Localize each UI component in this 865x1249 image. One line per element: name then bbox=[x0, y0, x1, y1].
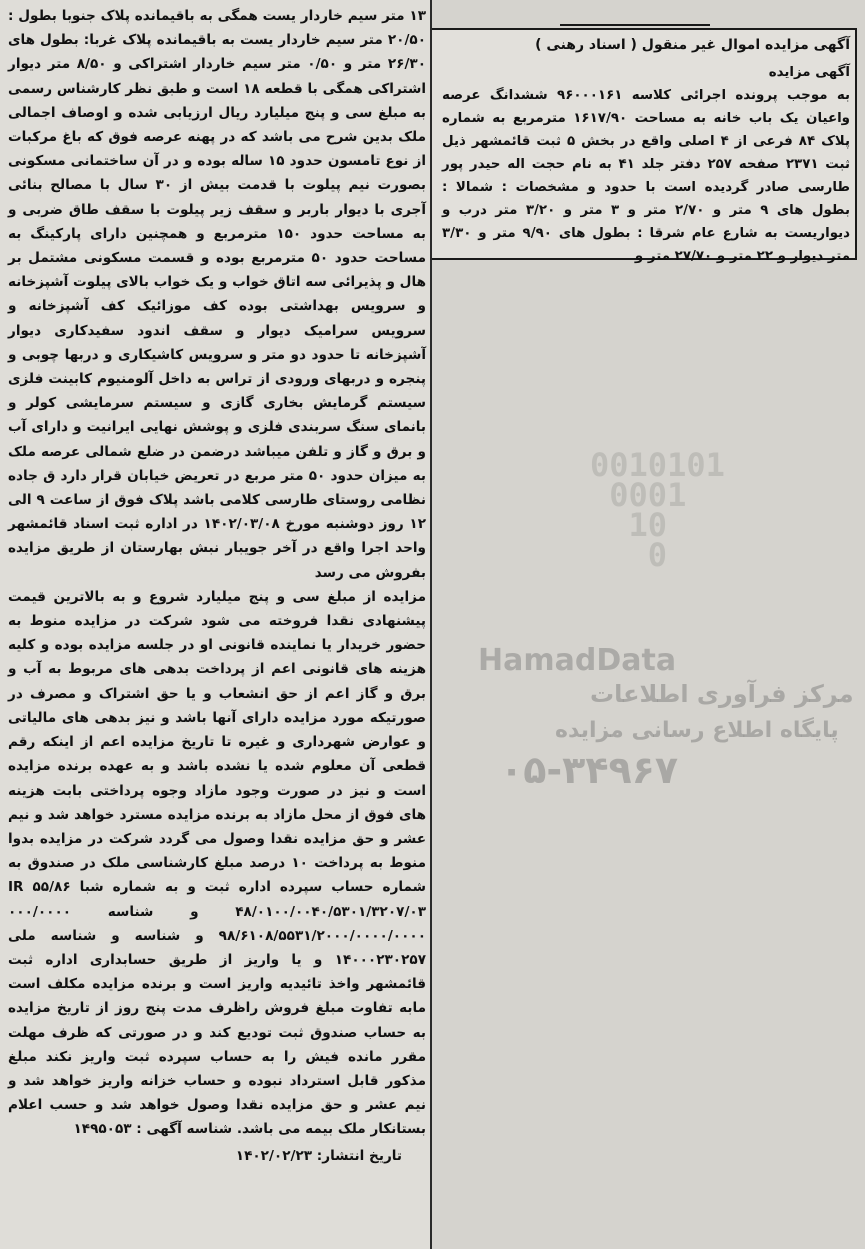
watermark-line2: پایگاه اطلاع رسانی مزایده bbox=[555, 718, 839, 743]
watermark-brand: HamadData bbox=[478, 643, 677, 678]
binary-watermark: 0010101 0001 10 0 bbox=[590, 446, 725, 574]
watermark-phone: ۰۵-۳۴۹۶۷ bbox=[500, 748, 679, 792]
notice-title: آگهی مزایده اموال غیر منقول ( اسناد رهنی ) bbox=[535, 37, 850, 53]
notice-body: به موجب پرونده اجرائی کلاسه ۹۶۰۰۰۱۶۱ ششدانگ عرصه واعیان یک باب خانه به مساحت ۱۶۱۷/۹۰ مترمربع به شماره پلاک ۸۴ فرعی از ۴ اصلی واقع در بخش ۵ ثبت قائمشهر ذیل ثبت ۲۳۷۱ صفحه ۲۵۷ دفتر جلد ۴۱ به نام حجت اله حیدر پور طارسی صادر گردیده است با حدود و مشخصات : شمالا : بطول های ۹ متر و ۲/۷۰ متر و ۳ متر و ۳/۲۰ متر درب و دیواریست به شارع عام شرقا : بطول های ۹/۹۰ متر و ۳/۳۰ متر دیوار و ۲۲ متر و ۲۷/۷۰ متر و bbox=[442, 88, 851, 264]
auction-terms: مزایده از مبلغ سی و پنج میلیارد شروع و به بالاترین قیمت پیشنهادی نقدا فروخته می شود شرکت در مزایده منوط به حضور خریدار یا نماینده قانونی او در جلسه مزایده بوده و کلیه هزینه های قانونی اعم از پرداخت بدهی های مربوط به آب و برق و گاز اعم از حق انشعاب و یا حق اشتراک و مصرف در صورتیکه مورد مزایده دارای آنها باشد و نیز بدهی های مالیاتی و عوارض شهرداری و غیره تا تاریخ مزایده اعم از اینکه رقم قطعی آن معلوم شده یا نشده باشد و به عهده برنده مزایده است و نیز در صورت وجود مازاد وجوه پرداختی بابت هزینه های فوق از محل مازاد به برنده مزایده مسترد خواهد شد و نیم عشر و حق مزایده نقدا وصول می گردد شرکت در مزایده بدوا منوط به پرداخت ۱۰ درصد مبلغ کارشناسی ملک در صندوق به شماره حساب سپرده اداره ثبت و به شماره شبا ۵۵/۸۶ IR ۴۸/۰۱۰۰/۰۰۴۰/۵۳۰۱/۳۲۰۷/۰۳ و شناسه ۰۰۰/۰۰۰۰ ۹۸/۶۱۰۸/۵۵۳۱/۲۰۰۰/۰۰۰۰/۰۰۰۰ و شناسه و شناسه ملی ۱۴۰۰۰۲۳۰۲۵۷ و یا واریز از طریق حسابداری اداره ثبت قائمشهر واخذ تائیدیه واریز است و برنده مزایده مکلف است مابه تفاوت مبلغ فروش راظرف مدت پنج روز از تاریخ مزایده به حساب صندوق ثبت تودیع کند و در صورتی که ظرف مهلت مقرر مانده فیش را به حساب سپرده ثبت واریز نکند مبلغ مذکور قابل استرداد نبوده و حساب خزانه واریز خواهد شد و نیم عشر و حق مزایده نقدا وصول خواهد شد و حسب اعلام بستانکار ملک بیمه می باشد. شناسه آگهی : ۱۴۹۵۰۵۳ bbox=[8, 588, 426, 1138]
notice-content bbox=[442, 34, 850, 268]
watermark-line1: مرکز فرآوری اطلاعات bbox=[590, 680, 854, 708]
notice-subtitle: آگهی مزایده bbox=[768, 65, 850, 80]
property-description: ۱۳ متر سیم خاردار یست همگی به باقیمانده پلاک جنوبا بطول : ۲۰/۵۰ متر سیم خاردار یست به باقیمانده پلاک غربا: بطول های ۲۶/۳۰ متر و ۰/۵۰ متر سیم خاردار اشتراکی و ۸/۵۰ متر دیوار اشتراکی همگی با قطعه ۱۸ است و طبق نظر کارشناس رسمی به مبلغ سی و پنج میلیارد ریال ارزیابی شده و اوصاف اجمالی ملک بدین شرح می باشد که در پهنه عرصه فوق که باغ مرکبات از نوع تامسون حدود ۱۵ ساله بوده و در آن ساختمانی مسکونی بصورت نیم پیلوت با قدمت بیش از ۳۰ سال با مصالح بنائی آجری با دیوار باربر و سقف زیر پیلوت با سقف طاق ضربی و به مساحت حدود ۱۵۰ مترمربع و همچنین دارای پارکینگ به مساحت حدود ۵۰ مترمربع بوده و قسمت مسکونی مشتمل بر هال و پذیرائی سه اتاق خواب و یک خواب بالای پیلوت آشپزخانه و سرویس بهداشتی بوده کف موزائیک کف آشپزخانه و سرویس سرامیک دیوار و سقف اندود سفیدکاری دیوار آشپزخانه تا حدود دو متر و سرویس کاشیکاری و دربها چوبی و پنجره و دربهای ورودی از تراس به داخل آلومنیوم کابینت فلزی سیستم گرمایش بخاری گازی و سیستم سرمایشی کولر و بانمای سنگ سربندی فلزی و پوشش نهایی ایرانیت و دارای آب و برق و گاز و تلفن میباشد درضمن در ضلع شمالی عرصه ملک به میزان حدود ۵۰ متر مربع در تعریض خیابان قرار دارد ق جاده نظامی روستای طارسی کلامی باشد پلاک فوق از ساعت ۹ الی ۱۲ روز دوشنبه مورخ ۱۴۰۲/۰۳/۰۸ در اداره ثبت اسناد قائمشهر واحد اجرا واقع در آخر جویبار نبش بهارستان از طریق مزایده بفروش می رسد bbox=[8, 8, 426, 581]
publish-date: تاریخ انتشار: ۱۴۰۲/۰۲/۲۳ bbox=[235, 1147, 402, 1164]
header-rule bbox=[560, 24, 710, 26]
auction-text-column bbox=[8, 4, 426, 1244]
